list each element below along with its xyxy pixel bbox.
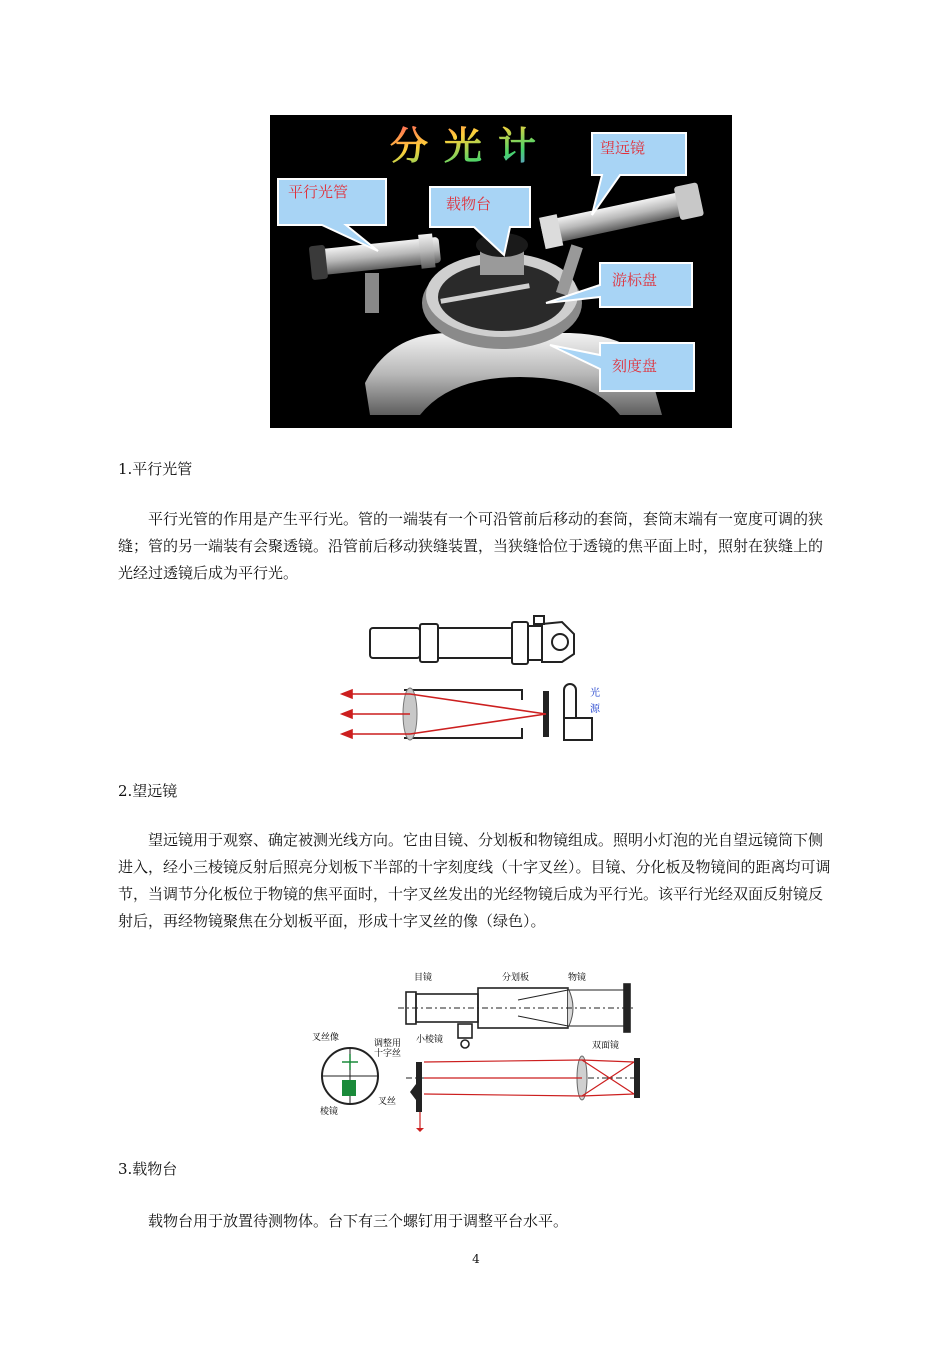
label-eyepiece: 目镜 [414,973,433,983]
label-double-mirror: 双面镜 [592,1041,620,1051]
callout-stage: 载物台 [446,195,492,213]
spectrometer-title: 分光计 [390,124,553,168]
telescope-diagram [306,966,642,1132]
paragraph-stage: 载物台用于放置待测物体。台下有三个螺钉用于调整平台水平。 [148,1212,569,1230]
section-heading-telescope: 2.望远镜 [118,782,178,800]
section-heading-collimator: 1.平行光管 [118,460,193,478]
paragraph-telescope: 望远镜用于观察、确定被测光线方向。它由目镜、分划板和物镜组成。照明小灯泡的光自望远镜筒下侧进入，经小三棱镜反射后照亮分划板下半部的十字刻度线（十字叉丝）。目镜、分化板及物镜间的距离均可调节，当调节分化板位于物镜的焦平面时，十字叉丝发出的光经物镜后成为平行光。该平行光经双面反射镜反射后，再经物镜聚焦在分划板平面，形成十字叉丝的像（绿色）。 [118,831,831,930]
light-source-label-2: 源 [590,704,600,715]
label-reticle: 分划板 [502,973,530,983]
callout-scale: 刻度盘 [612,357,658,375]
spectrometer-figure [270,115,732,428]
label-crosshair-image: 叉丝像 [312,1033,340,1043]
label-adjust-cross-2: 十字丝 [374,1049,402,1059]
label-adjust-cross-1: 调整用 [374,1039,402,1049]
collimator-diagram [336,612,616,748]
label-objective: 物镜 [568,973,587,983]
label-crosshair: 叉丝 [378,1097,397,1107]
label-prism: 棱镜 [320,1107,339,1117]
page-number: 4 [472,1252,480,1266]
section-heading-stage: 3.载物台 [118,1160,178,1178]
light-source-label-1: 光 [590,688,600,699]
paragraph-collimator: 平行光管的作用是产生平行光。管的一端装有一个可沿管前后移动的套筒，套筒末端有一宽度可调的狭缝；管的另一端装有会聚透镜。沿管前后移动狭缝装置，当狭缝恰位于透镜的焦平面上时，照射在狭缝上的光经过透镜后成为平行光。 [118,510,824,582]
label-small-prism: 小棱镜 [416,1035,444,1045]
callout-collimator: 平行光管 [288,183,349,201]
callout-vernier: 游标盘 [612,271,658,289]
callout-telescope: 望远镜 [600,139,646,157]
